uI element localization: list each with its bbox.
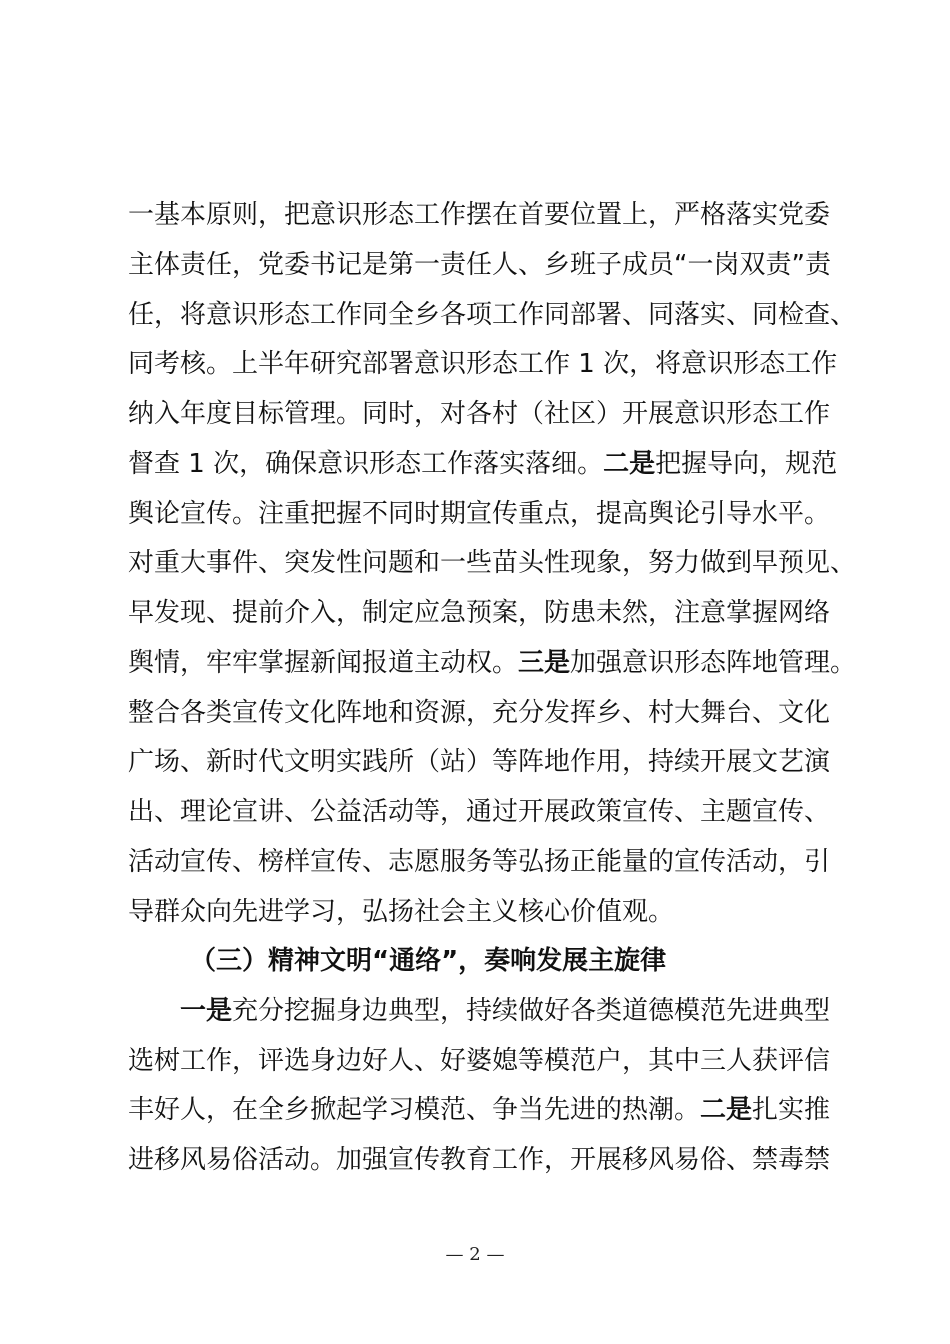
text-run: 导群众向先进学习，弘扬社会主义核心价值观。	[128, 897, 675, 927]
text-run: 舆论宣传。注重把握不同时期宣传重点，提高舆论引导水平。	[128, 499, 831, 529]
text-line	[128, 298, 857, 332]
text-line	[128, 1044, 848, 1078]
text-line	[128, 497, 848, 531]
text-line	[128, 347, 848, 381]
text-run: 活动宣传、榜样宣传、志愿服务等弘扬正能量的宣传活动，引	[128, 847, 831, 877]
text-line	[128, 397, 848, 431]
text-run: 早发现、提前介入，制定应急预案，防患未然，注意掌握网络	[128, 598, 831, 628]
page-number: — 2 —	[445, 1244, 505, 1265]
text-run: 纳入年度目标管理。同时，对各村（社区）开展意识形态工作	[128, 399, 831, 429]
text-line	[128, 696, 848, 730]
text-run: 选树工作，评选身边好人、好婆媳等模范户，其中三人获评信	[128, 1046, 831, 1076]
text-run: 扎实推	[752, 1095, 831, 1125]
text-run: 同考核。上半年研究部署意识形态工作 1 次，将意识形态工作	[128, 349, 838, 379]
text-line	[128, 845, 848, 879]
text-run: 整合各类宣传文化阵地和资源，充分发挥乡、村大舞台、文化	[128, 698, 831, 728]
text-line	[128, 795, 848, 829]
text-run: 丰好人，在全乡掀起学习模范、争当先进的热潮。	[128, 1095, 701, 1125]
bold-run: 三是	[518, 648, 571, 678]
text-run: 任，将意识形态工作同全乡各项工作同部署、同落实、同检查、	[128, 300, 857, 330]
text-run: 出、理论宣讲、公益活动等，通过开展政策宣传、主题宣传、	[128, 797, 831, 827]
text-run: 广场、新时代文明实践所（站）等阵地作用，持续开展文艺演	[128, 747, 831, 777]
text-line	[128, 198, 848, 232]
text-run: 把握导向，规范	[655, 449, 838, 479]
section-heading: （三）精神文明“通络”，奏响发展主旋律	[190, 946, 667, 976]
text-line	[128, 596, 848, 630]
bold-run: 一是	[180, 996, 233, 1026]
text-run: 一基本原则，把意识形态工作摆在首要位置上，严格落实党委	[128, 200, 831, 230]
text-run: 督查 1 次，确保意识形态工作落实落细。	[128, 449, 604, 479]
text-line	[128, 546, 857, 580]
text-run: 进移风易俗活动。加强宣传教育工作，开展移风易俗、禁毒禁	[128, 1145, 831, 1175]
bold-run: 二是	[700, 1095, 753, 1125]
text-line	[128, 895, 848, 929]
text-line	[128, 745, 848, 779]
bold-run: 二是	[603, 449, 656, 479]
text-line	[128, 447, 848, 481]
text-line	[128, 1093, 848, 1127]
text-line	[180, 994, 850, 1028]
text-run: 加强意识形态阵地管理。	[570, 648, 857, 678]
text-line	[128, 248, 848, 282]
text-run: 充分挖掘身边典型，持续做好各类道德模范先进典型	[232, 996, 831, 1026]
text-run: 舆情，牢牢掌握新闻报道主动权。	[128, 648, 519, 678]
text-run: 对重大事件、突发性问题和一些苗头性现象，努力做到早预见、	[128, 548, 857, 578]
text-line	[128, 1143, 848, 1177]
text-run: 主体责任，党委书记是第一责任人、乡班子成员“一岗双责”责	[128, 250, 831, 280]
text-line	[128, 646, 857, 680]
